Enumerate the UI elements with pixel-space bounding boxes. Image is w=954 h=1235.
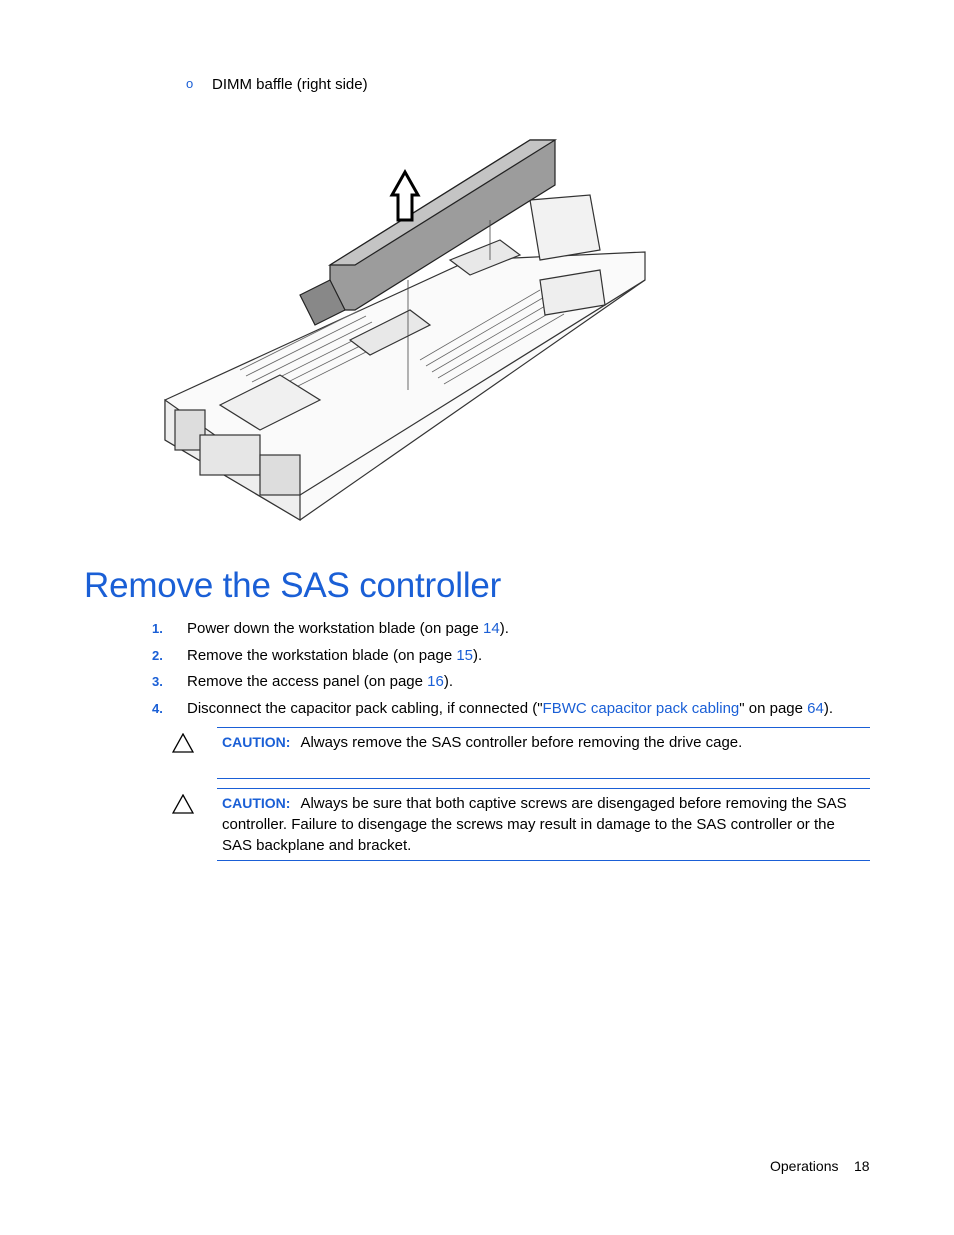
page-link[interactable]: 16 — [427, 673, 444, 691]
step-number: 4. — [152, 701, 163, 717]
caution-label: CAUTION: — [222, 795, 291, 811]
cross-reference-link[interactable]: FBWC capacitor pack cabling — [542, 700, 740, 718]
caution-triangle-icon — [172, 794, 194, 814]
sub-bullet-text: DIMM baffle (right side) — [212, 76, 368, 93]
step-text-end: ). — [499, 620, 509, 637]
procedure-steps — [152, 618, 872, 725]
section-title: Remove the SAS controller — [84, 566, 502, 605]
sub-bullet-marker: o — [186, 76, 194, 91]
caution-box — [217, 727, 870, 779]
server-blade-illustration — [160, 110, 660, 535]
step-text: Remove the access panel (on page — [187, 673, 428, 691]
caution-text: Always remove the SAS controller before removing the drive cage. — [300, 734, 743, 751]
caution-label: CAUTION: — [222, 734, 291, 750]
page-link[interactable]: 15 — [456, 646, 474, 664]
caution-text: Always be sure that both captive screws are disengaged before removing the SAS controller. Failure to disengage the screws may result in damage to the SAS controller or the SAS backplane and bracket. — [222, 795, 847, 854]
caution-box — [217, 788, 870, 861]
footer-section: Operations — [770, 1158, 839, 1174]
footer-page-number: 18 — [854, 1158, 870, 1174]
step-text-end: ). — [473, 646, 483, 664]
step-text-end: ). — [823, 700, 834, 718]
step-number: 2. — [152, 647, 163, 663]
page-link[interactable]: 14 — [483, 620, 500, 637]
step-text-end: ). — [443, 673, 454, 691]
list-item — [152, 645, 872, 672]
list-item — [152, 671, 872, 698]
step-number: 3. — [152, 674, 163, 690]
page-link[interactable]: 64 — [807, 700, 824, 718]
step-text: Power down the workstation blade (on page — [187, 620, 484, 637]
list-item — [152, 618, 872, 645]
step-text-mid: " on page — [739, 700, 808, 718]
list-item — [152, 698, 872, 725]
step-text: Remove the workstation blade (on page — [187, 646, 457, 664]
step-text: Disconnect the capacitor pack cabling, if connected (" — [187, 700, 543, 718]
caution-triangle-icon — [172, 733, 194, 753]
step-number: 1. — [152, 621, 163, 636]
